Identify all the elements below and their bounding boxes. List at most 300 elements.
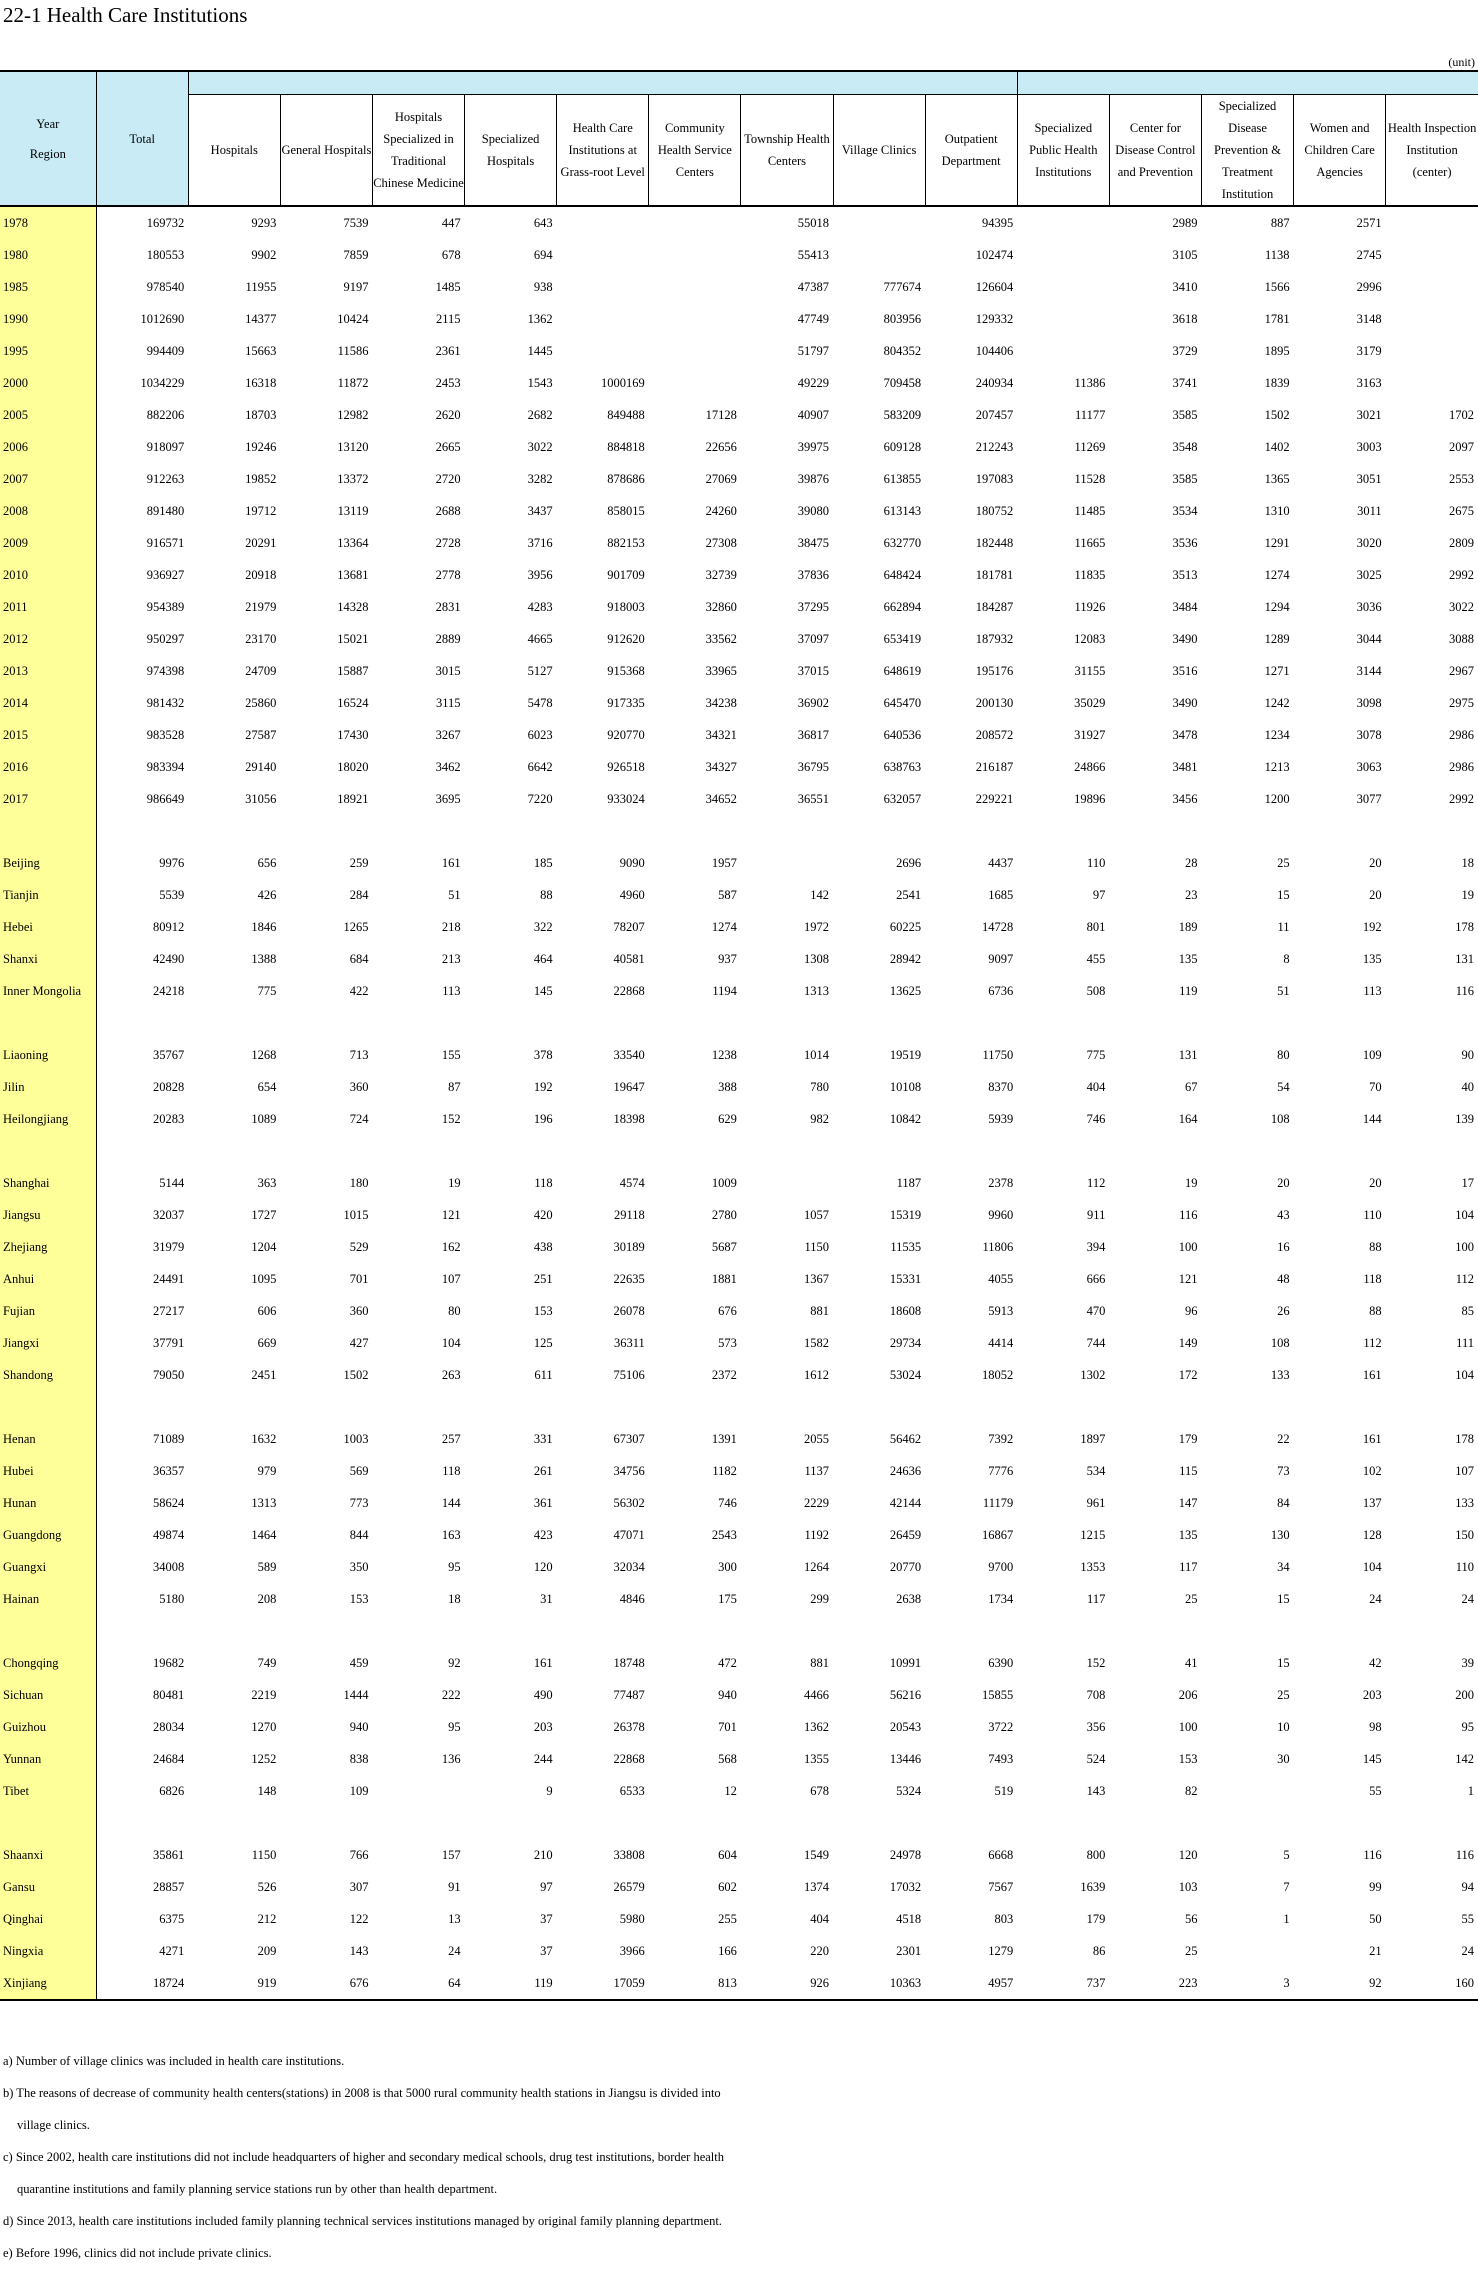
table-row (0, 1711, 1478, 1743)
table-cell: 128 (1362, 1527, 1382, 1542)
table-cell: 1632 (251, 1431, 277, 1446)
table-cell: 80 (1277, 1047, 1290, 1062)
table-cell: 95 (448, 1559, 461, 1574)
table-cell: 24684 (152, 1751, 185, 1766)
table-cell: 15887 (337, 663, 369, 678)
row-label: Sichuan (0, 1679, 96, 1711)
table-cell: 200 (1455, 1687, 1474, 1702)
table-cell: 118 (534, 1175, 553, 1190)
table-cell: 119 (1179, 983, 1198, 998)
table-row (0, 1519, 1478, 1551)
spacer-cell (465, 815, 557, 847)
table-cell (741, 1167, 833, 1199)
table-cell: 749 (257, 1655, 277, 1670)
table-cell: 2571 (1356, 215, 1382, 230)
table-cell: 25 (1277, 1687, 1290, 1702)
table-cell: 602 (718, 1879, 737, 1894)
table-cell: 80912 (152, 919, 185, 934)
table-cell: 161 (533, 1655, 553, 1670)
table-cell: 104 (1455, 1207, 1474, 1222)
spacer-label-cell (0, 1135, 96, 1167)
spacer-cell (1109, 815, 1201, 847)
row-label: Guizhou (0, 1711, 96, 1743)
table-cell: 1365 (1264, 471, 1290, 486)
table-cell: 27308 (705, 535, 737, 550)
table-cell: 29118 (613, 1207, 645, 1222)
table-cell: 4055 (988, 1271, 1014, 1286)
table-cell: 1213 (1264, 759, 1290, 774)
table-cell: 2688 (435, 503, 461, 518)
table-cell: 583209 (883, 407, 922, 422)
row-label: Jiangxi (0, 1327, 96, 1359)
row-label: 1978 (0, 206, 96, 239)
table-cell: 51797 (797, 343, 829, 358)
table-cell: 1204 (251, 1239, 277, 1254)
table-cell: 80 (448, 1303, 461, 1318)
table-cell: 19519 (889, 1047, 922, 1062)
year-header-label: Year (36, 116, 60, 131)
table-cell: 40581 (613, 951, 645, 966)
table-row (0, 1551, 1478, 1583)
table-cell: 2831 (435, 599, 461, 614)
table-cell: 746 (1086, 1111, 1106, 1126)
table-cell: 604 (718, 1847, 737, 1862)
spacer-cell (1017, 1135, 1109, 1167)
table-cell: 11926 (1074, 599, 1106, 614)
table-cell: 200130 (975, 695, 1014, 710)
table-cell: 1302 (1080, 1367, 1106, 1382)
table-cell: 192 (1362, 919, 1382, 934)
table-cell: 19712 (245, 503, 277, 518)
spacer-cell (649, 1615, 741, 1647)
table-cell: 9902 (251, 247, 277, 262)
table-cell: 3695 (435, 791, 461, 806)
table-cell: 143 (1086, 1783, 1106, 1798)
table-cell: 919 (188, 1967, 280, 2000)
table-cell: 15319 (889, 1207, 922, 1222)
table-cell: 34756 (613, 1463, 645, 1478)
table-cell: 587 (718, 887, 737, 902)
table-cell: 100 (1178, 1719, 1198, 1734)
table-cell: 20 (1369, 887, 1382, 902)
table-cell: 36357 (152, 1463, 185, 1478)
table-cell: 1362 (804, 1719, 829, 1734)
table-cell: 31 (540, 1591, 553, 1606)
table-cell (1201, 1775, 1293, 1807)
table-cell: 447 (441, 215, 461, 230)
table-cell: 746 (718, 1495, 737, 1510)
table-cell: 737 (1017, 1967, 1109, 2000)
spacer-label-cell (0, 815, 96, 847)
table-cell: 1150 (251, 1847, 277, 1862)
row-label: Hebei (0, 911, 96, 943)
table-cell: 1268 (251, 1047, 277, 1062)
table-cell: 56462 (889, 1431, 922, 1446)
table-cell: 49874 (152, 1527, 185, 1542)
table-cell: 1566 (1264, 279, 1290, 294)
table-cell: 2986 (1449, 759, 1474, 774)
table-cell: 22 (1277, 1431, 1290, 1446)
table-row (0, 1199, 1478, 1231)
table-cell: 1444 (343, 1687, 369, 1702)
table-cell: 884818 (607, 439, 645, 454)
table-body (0, 206, 1478, 2000)
table-cell: 2967 (1449, 663, 1474, 678)
table-cell: 80481 (152, 1687, 185, 1702)
table-cell: 55 (1461, 1911, 1474, 1926)
table-cell: 180553 (146, 247, 185, 262)
table-cell: 420 (533, 1207, 553, 1222)
spacer-cell (188, 1007, 280, 1039)
table-cell: 1612 (804, 1367, 829, 1382)
spacer-cell (741, 1135, 833, 1167)
table-cell: 142 (1455, 1751, 1474, 1766)
table-cell: 28857 (152, 1879, 185, 1894)
spacer-cell (925, 815, 1017, 847)
table-cell: 926518 (607, 759, 645, 774)
row-label: Chongqing (0, 1647, 96, 1679)
spacer-cell (1017, 1615, 1109, 1647)
row-label: 2010 (0, 559, 96, 591)
table-cell: 775 (257, 983, 277, 998)
table-cell: 653419 (883, 631, 922, 646)
table-cell: 803 (994, 1911, 1014, 1926)
spacer-cell (1386, 815, 1478, 847)
footnote: a) Number of village clinics was included in health care institutions. (3, 2054, 345, 2068)
spacer-cell (465, 1807, 557, 1839)
table-cell: 3484 (1172, 599, 1198, 614)
table-cell: 11806 (982, 1239, 1014, 1254)
spacer-cell (1294, 815, 1386, 847)
table-cell: 1034229 (140, 375, 185, 390)
table-row (0, 751, 1478, 783)
table-cell (1017, 335, 1109, 367)
table-cell: 20770 (889, 1559, 922, 1574)
total-header: Total (96, 71, 188, 206)
table-cell: 15331 (889, 1271, 922, 1286)
table-cell: 24 (448, 1943, 461, 1958)
table-cell: 17430 (337, 727, 369, 742)
table-cell: 3179 (1356, 343, 1382, 358)
group-spacer-row (0, 1615, 1478, 1647)
table-cell: 917335 (607, 695, 645, 710)
table-cell: 1502 (343, 1367, 369, 1382)
table-cell: 30 (1277, 1751, 1290, 1766)
table-cell: 85 (1461, 1303, 1474, 1318)
spacer-cell (96, 1615, 188, 1647)
table-row (0, 1231, 1478, 1263)
table-cell: 1582 (804, 1335, 829, 1350)
table-cell: 3490 (1172, 631, 1198, 646)
table-cell: 11179 (982, 1495, 1014, 1510)
group-spacer-row (0, 815, 1478, 847)
table-cell: 2553 (1449, 471, 1474, 486)
table-cell: 19647 (613, 1079, 645, 1094)
table-cell: 178 (1455, 1431, 1474, 1446)
footnote: village clinics. (17, 2118, 90, 2132)
spacer-cell (925, 1007, 1017, 1039)
table-cell: 1252 (251, 1751, 277, 1766)
table-cell: 120 (1178, 1847, 1198, 1862)
row-label: 2008 (0, 495, 96, 527)
table-row (0, 399, 1478, 431)
spacer-cell (1017, 1807, 1109, 1839)
table-cell: 24978 (889, 1847, 922, 1862)
table-cell: 2620 (435, 407, 461, 422)
table-cell: 2986 (1449, 727, 1474, 742)
table-cell: 37791 (152, 1335, 185, 1350)
table-cell: 363 (257, 1175, 277, 1190)
table-row (0, 1743, 1478, 1775)
table-cell: 9 (546, 1783, 553, 1798)
table-cell: 97 (1092, 887, 1106, 902)
table-row (0, 527, 1478, 559)
table-cell: 17128 (705, 407, 737, 422)
row-label: Heilongjiang (0, 1103, 96, 1135)
table-cell: 299 (810, 1591, 829, 1606)
table-cell: 1003 (343, 1431, 369, 1446)
table-cell (649, 367, 741, 399)
row-label: 1990 (0, 303, 96, 335)
row-label: 2000 (0, 367, 96, 399)
table-header (0, 71, 1478, 206)
table-row (0, 655, 1478, 687)
table-cell: 1957 (711, 855, 737, 870)
table-cell: 3585 (1172, 407, 1198, 422)
table-cell: 189 (1178, 919, 1198, 934)
table-cell: 2696 (896, 855, 922, 870)
spacer-cell (649, 1391, 741, 1423)
table-cell: 701 (718, 1719, 737, 1734)
table-row (0, 975, 1478, 1007)
table-cell: 3078 (1356, 727, 1382, 742)
table-cell: 10991 (889, 1655, 922, 1670)
table-cell: 34 (1277, 1559, 1290, 1574)
table-cell: 529 (349, 1239, 369, 1254)
table-row (0, 1647, 1478, 1679)
table-cell: 4414 (988, 1335, 1014, 1350)
spacer-cell (1294, 1807, 1386, 1839)
table-cell: 426 (257, 887, 277, 902)
table-cell: 39080 (797, 503, 829, 518)
table-cell: 34238 (705, 695, 737, 710)
table-cell: 1242 (1264, 695, 1290, 710)
table-cell: 803956 (883, 311, 922, 326)
table-cell: 20 (1369, 1175, 1382, 1190)
table-cell: 645470 (883, 695, 922, 710)
table-cell: 19 (1461, 887, 1474, 902)
table-cell: 20283 (152, 1111, 185, 1126)
table-cell: 974398 (146, 663, 185, 678)
table-cell: 108 (1270, 1111, 1290, 1126)
table-cell (557, 206, 649, 239)
table-row (0, 1327, 1478, 1359)
table-cell: 882153 (607, 535, 645, 550)
header-spacer-1 (188, 71, 1017, 95)
table-cell (1386, 239, 1478, 271)
table-row (0, 1775, 1478, 1807)
row-label: Beijing (0, 847, 96, 879)
table-cell: 181781 (975, 567, 1014, 582)
table-cell (1017, 303, 1109, 335)
table-cell: 1502 (1264, 407, 1290, 422)
table-cell: 4271 (159, 1943, 185, 1958)
table-cell: 130 (1270, 1527, 1290, 1542)
table-cell: 3716 (527, 535, 553, 550)
table-cell: 2219 (251, 1687, 277, 1702)
table-cell: 136 (441, 1751, 461, 1766)
spacer-cell (1294, 1391, 1386, 1423)
table-cell (1386, 335, 1478, 367)
table-cell: 26378 (613, 1719, 645, 1734)
table-cell: 5939 (988, 1111, 1014, 1126)
table-cell: 470 (1086, 1303, 1106, 1318)
table-cell: 766 (349, 1847, 369, 1862)
table-cell: 47071 (613, 1527, 645, 1542)
table-cell: 100 (1178, 1239, 1198, 1254)
table-cell: 67 (1184, 1079, 1198, 1094)
table-cell: 27587 (245, 727, 277, 742)
table-cell: 118 (442, 1463, 461, 1478)
table-cell: 638763 (883, 759, 922, 774)
table-cell: 2780 (711, 1207, 737, 1222)
table-cell: 307 (349, 1879, 369, 1894)
table-cell: 161 (1362, 1431, 1382, 1446)
row-label: 2012 (0, 623, 96, 655)
table-cell: 7493 (988, 1751, 1014, 1766)
table-cell: 3022 (1449, 599, 1474, 614)
row-label: Guangxi (0, 1551, 96, 1583)
table-cell: 153 (349, 1591, 369, 1606)
table-cell: 777674 (883, 279, 922, 294)
hospitals-header: Hospitals (188, 95, 280, 207)
table-cell: 1265 (343, 919, 369, 934)
table-cell: 1355 (804, 1751, 829, 1766)
row-label: Jiangsu (0, 1199, 96, 1231)
table-cell: 3722 (988, 1719, 1014, 1734)
table-cell: 648424 (883, 567, 922, 582)
table-cell: 3481 (1172, 759, 1198, 774)
table-cell: 32860 (705, 599, 737, 614)
table-cell: 2728 (435, 535, 461, 550)
table-cell: 11835 (1074, 567, 1106, 582)
table-cell: 12 (724, 1783, 737, 1798)
table-cell: 34327 (705, 759, 737, 774)
table-row (0, 431, 1478, 463)
table-cell: 184287 (975, 599, 1014, 614)
table-cell: 60225 (889, 919, 922, 934)
table-cell: 800 (1086, 1847, 1106, 1862)
table-cell: 915368 (607, 663, 645, 678)
table-cell: 145 (533, 983, 553, 998)
table-cell: 92 (448, 1655, 461, 1670)
table-cell: 11955 (245, 279, 277, 294)
table-cell: 87 (448, 1079, 461, 1094)
table-cell: 16524 (337, 695, 369, 710)
row-label: 1980 (0, 239, 96, 271)
table-cell: 724 (349, 1111, 369, 1126)
table-cell: 3022 (527, 439, 553, 454)
table-cell: 31927 (1074, 727, 1106, 742)
table-cell: 676 (280, 1967, 372, 2000)
table-cell: 152 (441, 1111, 461, 1126)
table-cell: 19 (1184, 1175, 1198, 1190)
table-cell: 20291 (245, 535, 277, 550)
table-cell: 1182 (712, 1463, 737, 1478)
table-cell: 166 (718, 1943, 737, 1958)
table-cell: 6642 (527, 759, 553, 774)
table-cell (1017, 239, 1109, 271)
table-cell: 2361 (435, 343, 461, 358)
table-cell: 3148 (1356, 311, 1382, 326)
spacer-cell (925, 1391, 1017, 1423)
table-cell: 3077 (1356, 791, 1382, 806)
table-cell: 117 (1087, 1591, 1106, 1606)
table-cell: 142 (810, 887, 829, 902)
table-cell (833, 206, 925, 239)
table-cell: 427 (349, 1335, 369, 1350)
row-label: 2006 (0, 431, 96, 463)
table-cell: 30189 (613, 1239, 645, 1254)
table-cell: 1702 (1449, 407, 1474, 422)
table-cell: 2809 (1449, 535, 1474, 550)
table-cell: 19246 (245, 439, 277, 454)
table-cell: 55413 (797, 247, 829, 262)
table-cell: 155 (441, 1047, 461, 1062)
table-cell: 1781 (1264, 311, 1290, 326)
spacer-cell (188, 1391, 280, 1423)
table-cell: 2682 (527, 407, 553, 422)
table-cell: 7539 (343, 215, 369, 230)
table-cell: 152 (1086, 1655, 1106, 1670)
table-cell: 684 (349, 951, 369, 966)
table-cell: 36795 (797, 759, 829, 774)
row-label: Inner Mongolia (0, 975, 96, 1007)
table-cell: 2745 (1356, 247, 1382, 262)
table-cell: 3956 (527, 567, 553, 582)
table-cell: 662894 (883, 599, 922, 614)
table-cell: 844 (349, 1527, 369, 1542)
table-cell: 1057 (804, 1207, 829, 1222)
table-cell (833, 239, 925, 271)
spacer-cell (280, 1007, 372, 1039)
women-children-header: Women and Children Care Agencies (1294, 95, 1386, 207)
table-cell: 180 (349, 1175, 369, 1190)
table-cell: 8370 (988, 1079, 1014, 1094)
table-cell: 125 (533, 1335, 553, 1350)
spacer-cell (1201, 1807, 1293, 1839)
table-cell: 933024 (607, 791, 645, 806)
table-cell: 918097 (146, 439, 185, 454)
table-cell: 192 (533, 1079, 553, 1094)
table-cell: 4574 (619, 1175, 645, 1190)
table-cell: 36311 (613, 1335, 645, 1350)
table-cell: 986649 (146, 791, 185, 806)
table-cell: 137 (1362, 1495, 1382, 1510)
table-cell: 1270 (251, 1719, 277, 1734)
table-cell: 775 (1086, 1047, 1106, 1062)
table-cell: 2638 (896, 1591, 922, 1606)
table-cell (1386, 367, 1478, 399)
table-cell: 1 (1467, 1783, 1474, 1798)
table-cell: 178 (1455, 919, 1474, 934)
table-cell: 6668 (988, 1847, 1014, 1862)
table-row (0, 1487, 1478, 1519)
table-cell: 18020 (337, 759, 369, 774)
table-cell: 1150 (804, 1239, 829, 1254)
table-cell: 1138 (1265, 247, 1290, 262)
row-label: Yunnan (0, 1743, 96, 1775)
